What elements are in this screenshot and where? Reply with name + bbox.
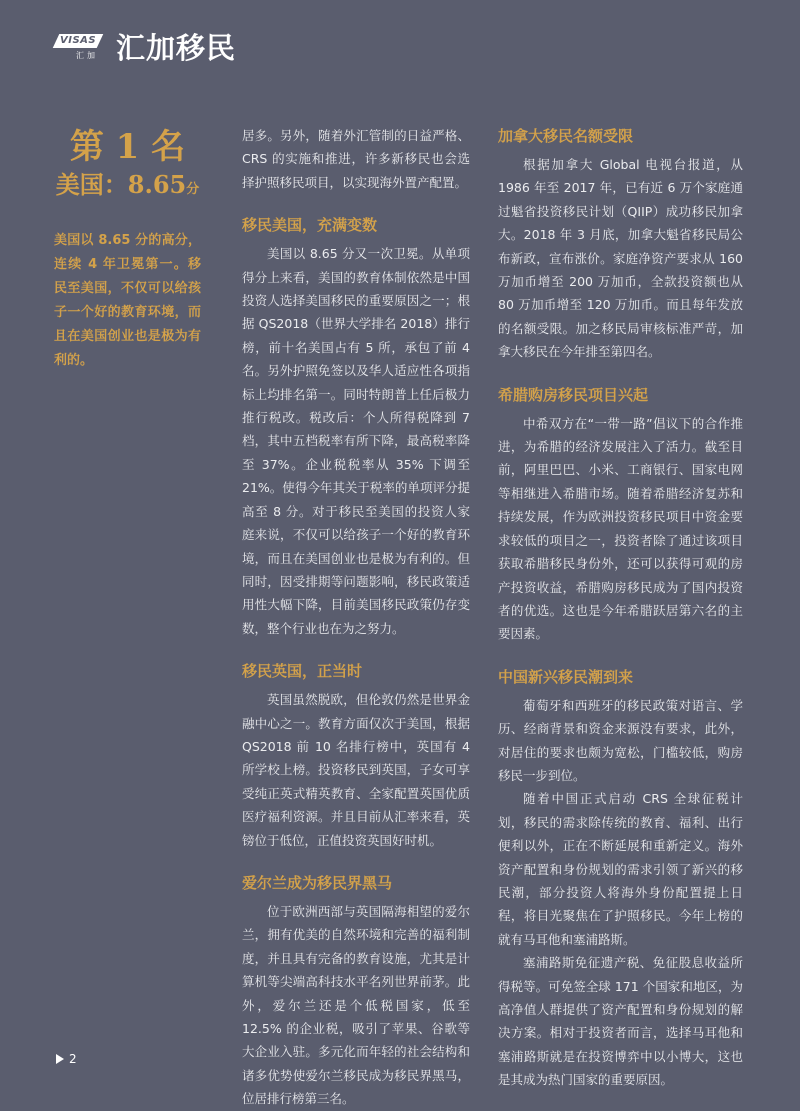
country-score <box>54 169 201 206</box>
page-number: 2 <box>69 1052 77 1066</box>
right-column <box>498 124 743 1092</box>
usa-paragraph: 美国以 8.65 分又一次卫冕。从单项得分上来看，美国的教育体制依然是中国投资人选择美国移民的重要原因之一；根据 QS2018（世界大学排名 2018）排行榜，前十名美国占有 5 所，承包了前 4 名。另外护照免签以及华人适应性各项指标上均排名第一。同时特朗普上任后极力推行税改。税改后：个人所得税降到 7 档，其中五档税率有所下降，最高税率降至 37%。企业税税率从 35% 下调至 21%。使得今年其关于税率的单项评分提高至 8 分。对于移民至美国的投资人家庭来说，不仅可以给孩子一个好的教育环境，而且在美国创业也是极为有利的。但同时，因受排期等问题影响，移民政策适用性大幅下降，目前美国移民政策仍存变数，整个行业也在为之努力。 <box>242 246 470 636</box>
ireland-heading: 爱尔兰成为移民界黑马 <box>242 873 393 892</box>
middle-column <box>242 124 470 1111</box>
brand-name: 汇加移民 <box>116 31 237 65</box>
brand-latin-text: VISAS <box>60 34 97 46</box>
emerging-paragraph-2: 随着中国正式启动 CRS 全球征税计划，移民的需求除传统的教育、福利、出行便利以外，正在不断延展和重新定义。海外资产配置和身份规划的需求引领了新兴的移民潮，部分投资人将海外身份配置提上日程，将目光聚焦在了护照移民。今年上榜的就有马耳他和塞浦路斯。 <box>498 791 743 947</box>
rank-title: 第 1 名 <box>69 127 186 167</box>
brand-mark <box>56 32 112 62</box>
intro-paragraph: 居多。另外，随着外汇管制的日益严格、CRS 的实施和推进，许多新移民也会选择护照移民项目，以实现海外置产配置。 <box>242 128 470 190</box>
emerging-paragraph-3: 塞浦路斯免征遗产税、免征股息收益所得税等。可免签全球 171 个国家和地区，为高净值人群提供了资产配置和身份规划的解决方案。相对于投资者而言，选择马耳他和塞浦路斯就是在投资博弈中以小博大，这也是其成为热门国家的重要原因。 <box>498 955 743 1088</box>
brand-logo <box>56 26 236 67</box>
usa-heading: 移民美国，充满变数 <box>242 216 378 235</box>
play-arrow-icon <box>56 1054 64 1064</box>
canada-paragraph: 根据加拿大 Global 电视台报道，从 1986 年至 2017 年，已有近 6 万个家庭通过魁省投资移民计划（QIIP）成功移民加拿大。2018 年 3 月底，加拿大魁省移民局公布新政，宣布涨价。家庭净资产要求从 160 万加币增至 200 万加币，全款投资额也从 80 万加币增至 120 万加币。而且每年发放的名额受限。加之移民局审核标准严苛，加拿大移民在今年排至第四名。 <box>498 157 743 360</box>
ranking-sidebar <box>54 126 201 373</box>
score-unit: 分 <box>186 182 200 197</box>
uk-heading: 移民英国，正当时 <box>242 662 363 681</box>
country-score-value: 美国：8.65 <box>55 170 187 199</box>
emerging-paragraph-1: 葡萄牙和西班牙的移民政策对语言、学历、经商背景和资金来源没有要求，此外，对居住的要求也颇为宽松，门槛较低，购房移民一步到位。 <box>498 697 743 783</box>
brand-small-text: 汇加 <box>76 50 98 60</box>
lead-summary: 美国以 8.65 分的高分，连续 4 年卫冕第一。移民至美国，不仅可以给孩子一个好的教育环境，而且在美国创业也是极为有利的。 <box>54 233 201 368</box>
greece-heading: 希腊购房移民项目兴起 <box>498 385 649 404</box>
uk-paragraph: 英国虽然脱欧，但伦敦仍然是世界金融中心之一。教育方面仅次于美国，根据 QS2018 前 10 名排行榜中，英国有 4 所学校上榜。投资移民到英国，子女可享受纯正英式精英教育、全家配置英国优质医疗福利资源。并且目前从汇率来看，英镑位于低位，正值投资英国好时机。 <box>242 692 470 848</box>
ireland-paragraph: 位于欧洲西部与英国隔海相望的爱尔兰，拥有优美的自然环境和完善的福利制度，并且具有完备的教育设施，尤其是计算机等尖端高科技水平名列世界前茅。此外，爱尔兰还是个低税国家，低至 12.5% 的企业税，吸引了苹果、谷歌等大企业入驻。多元化而年轻的社会结构和诸多优势使爱尔兰移民成为移民界黑马，位居排行榜第三名。 <box>242 903 470 1107</box>
page-footer <box>56 1052 77 1066</box>
canada-heading: 加拿大移民名额受限 <box>498 127 634 145</box>
greece-paragraph: 中希双方在“一带一路”倡议下的合作推进，为希腊的经济发展注入了活力。截至目前，阿里巴巴、小米、工商银行、国家电网等相继进入希腊市场。随着希腊经济复苏和持续发展，作为欧洲投资移民项目中资金要求较低的项目之一，投资者除了通过该项目获取希腊移民身份外，还可以获得可观的房产投资收益，希腊购房移民成为了国内投资者的优选。这也是今年希腊跃居第六名的主要因素。 <box>498 415 743 642</box>
emerging-heading: 中国新兴移民潮到来 <box>498 667 634 686</box>
